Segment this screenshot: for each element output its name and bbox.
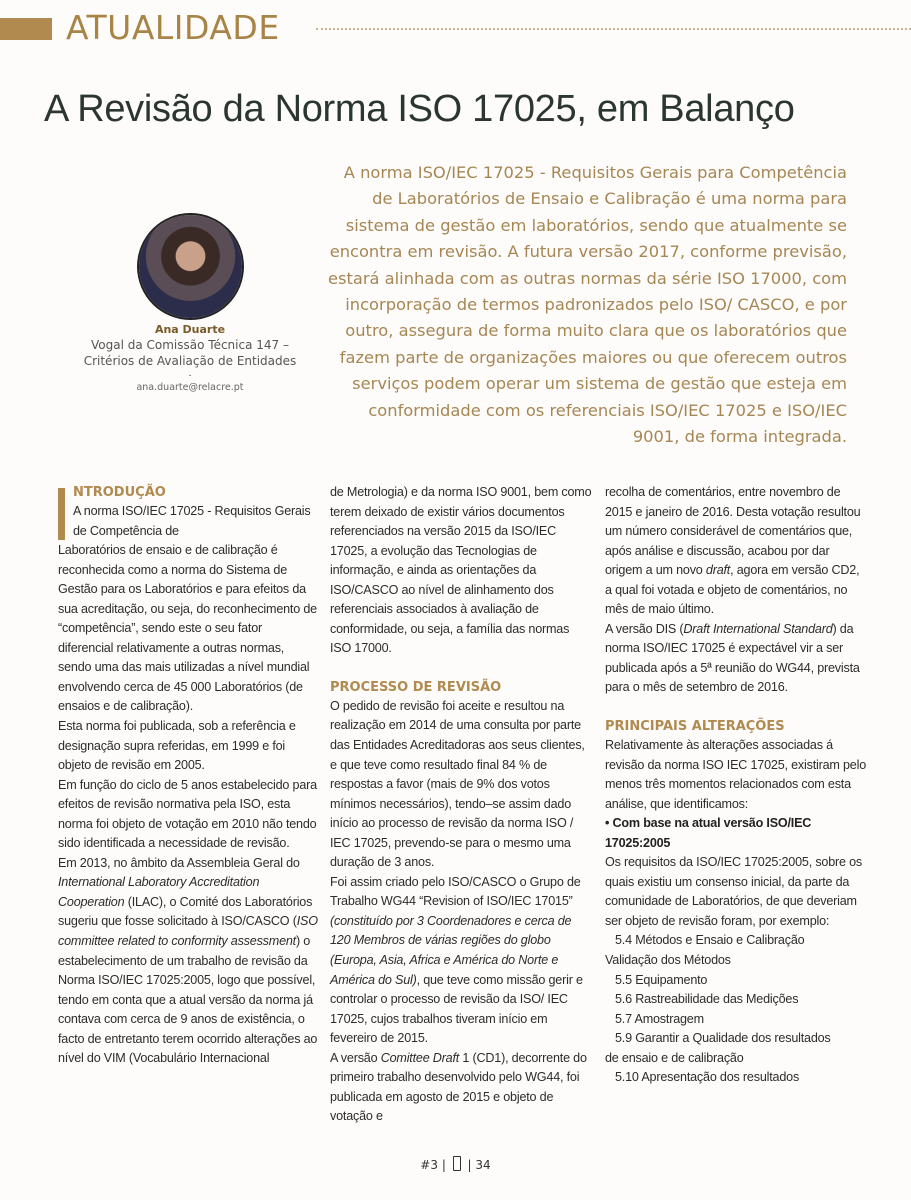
text: A versão DIS ( — [605, 621, 684, 636]
author-separator: - — [188, 370, 192, 380]
text: recolha de comentários, entre novembro de 2015 e janeiro de 2016. Desta votação resultou um número considerável de comentários que, após análise e discussão, acabou por dar origem a um novo — [605, 485, 861, 578]
text: ) da norma ISO/IEC 17025 é expectável vir a ser publicada após a 5ª reunião do WG44, prevista para o mês de setembro de 2016. — [605, 621, 860, 695]
list-item: 5.7 Amostragem — [615, 1011, 704, 1026]
list-item: 5.6 Rastreabilidade das Medições — [615, 992, 799, 1007]
author-block — [60, 323, 320, 395]
dotted-rule — [316, 28, 911, 30]
author-name: Ana Duarte — [154, 323, 226, 336]
section-header — [0, 8, 911, 47]
page-number: 34 — [475, 1158, 491, 1172]
author-role-line1: Vogal da Comissão Técnica 147 – — [91, 338, 289, 352]
issue-number: #3 — [420, 1158, 438, 1172]
col2-paragraph-1: de Metrologia) e da norma ISO 9001, bem como terem deixado de existir vários documentos referenciados na versão 2015 da ISO/IEC 17025, a evolução das Tecnologias de informação, e ainda as orientações da ISO/CASCO ao nível de alinhamento dos referenciais associados à avaliação de conformidade, ou seja, a família das normas ISO 17000. — [330, 485, 592, 656]
italic-text: draft — [705, 563, 731, 578]
intro-paragraph-3: Em função do ciclo de 5 anos estabelecido para efeitos de revisão normativa pela ISO, esta norma foi objeto de votação em 2010 não tendo sido identificada a necessidade de revisão. — [58, 777, 317, 851]
intro-paragraph-2: Esta norma foi publicada, sob a referência e designação supra referidas, em 1999 e foi objeto de revisão em 2005. — [58, 719, 296, 773]
col3-paragraph-2 — [605, 620, 867, 698]
text: A versão — [330, 1050, 381, 1065]
text: 1 (CD1), decorrente do primeiro trabalho desenvolvido pelo WG44, foi publicada em agosto de 2015 e objeto de votação e — [330, 1050, 587, 1124]
list-item: 5.10 Apresentação dos resultados — [615, 1070, 800, 1085]
magazine-logo-icon — [453, 1156, 461, 1171]
author-photo — [139, 215, 242, 318]
heading-processo-revisao: PROCESSO DE REVISÃO — [330, 679, 502, 695]
list-item-continuation: Validação dos Métodos — [605, 953, 731, 968]
process-paragraph-2 — [330, 873, 592, 1049]
intro-paragraph-1: Laboratórios de ensaio e de calibração é reconhecida como a norma do Sistema de Gestão para os Laboratórios e para efeitos da sua acreditação, ou seja, do reconhecimento de “competência”, sendo este o seu fator diferencial relativamente a outras normas, sendo uma das mais utilizadas a nível mundial envolvendo cerca de 45 000 Laboratórios (de ensaios e de calibração). — [58, 543, 317, 714]
page-footer — [0, 1156, 911, 1172]
section-color-block — [0, 18, 52, 40]
text: , que teve como missão gerir e controlar o processo de revisão da ISO/ IEC 17025, cujos trabalhos tiveram início em fevereiro de 2015. — [330, 972, 583, 1046]
italic-text: (constituído por 3 Coordenadores e cerca de 120 Membros de várias regiões do globo (Europa, Asia, Africa e América do Norte e América do Sul) — [330, 913, 572, 987]
divider: | — [467, 1158, 472, 1172]
heading-introducao: NTRODUÇÃO — [73, 485, 166, 500]
author-role-line2: Critérios de Avaliação de Entidades — [83, 354, 297, 368]
italic-text: Draft International Standard — [683, 621, 833, 636]
intro-paragraph-4 — [58, 854, 320, 1069]
italic-text: Comittee Draft — [380, 1050, 460, 1065]
changes-paragraph-1: Relativamente às alterações associadas á revisão da norma ISO IEC 17025, existiram pelo menos três momentos relacionados com esta análise, que identificamos: — [605, 738, 866, 811]
list-item: 5.4 Métodos e Ensaio e Calibração — [615, 933, 805, 948]
column-2 — [330, 483, 592, 1127]
article-title: A Revisão da Norma ISO 17025, em Balanço — [44, 88, 795, 130]
list-item-continuation: de ensaio e de calibração — [605, 1050, 744, 1065]
changes-paragraph-2: Os requisitos da ISO/IEC 17025:2005, sobre os quais existiu um consenso inicial, da parte da comunidade de Laboratórios, de que deveriam ser objeto de revisão foram, por exemplo: — [605, 855, 863, 928]
italic-text: International Laboratory Accreditation Cooperation — [58, 875, 260, 909]
heading-principais-alteracoes: PRINCIPAIS ALTERAÇÕES — [605, 719, 785, 735]
changes-bullet-heading: • Com base na atual versão ISO/IEC 17025:2005 — [605, 816, 812, 850]
list-item: 5.5 Equipamento — [615, 972, 708, 987]
column-3 — [605, 483, 867, 1088]
divider: | — [441, 1158, 446, 1172]
text: ) o estabelecimento de um trabalho de revisão da Norma ISO/IEC 17025:2005, logo que possível, tendo em conta que a atual versão da norma já contava com cerca de 9 anos de existência, o facto de entretanto terem ocorrido alterações ao nível do VIM (Vocabulário Internacional — [58, 934, 318, 1066]
col3-paragraph-1 — [605, 483, 867, 620]
text: (ILAC), o Comité dos Laboratórios sugeriu que fosse solicitado à ISO/CASCO ( — [58, 894, 313, 929]
italic-text: ISO committee related to conformity assessment — [58, 914, 318, 949]
section-label: ATUALIDADE — [66, 8, 280, 47]
list-item: 5.9 Garantir a Qualidade dos resultados — [615, 1031, 831, 1046]
process-paragraph-1: O pedido de revisão foi aceite e resultou na realização em 2014 de uma consulta por parte das Entidades Acreditadoras aos seus clientes, e que teve como resultado final 84 % de respostas a favor (mais de 9% dos votos mínimos necessários), tendo–se assim dado início ao processo de revisão da norma ISO / IEC 17025, prevendo-se para o mesmo uma duração de 3 anos. — [330, 698, 585, 870]
text: Foi assim criado pelo ISO/CASCO o Grupo de Trabalho WG44 “Revision of ISO/IEC 17015” — [330, 874, 581, 909]
author-email-link[interactable]: ana.duarte@relacre.pt — [136, 382, 244, 393]
text: Em 2013, no âmbito da Assembleia Geral do — [58, 855, 300, 870]
intro-paragraph-start: A norma ISO/IEC 17025 - Requisitos Gerais de Competência de — [73, 504, 311, 538]
article-lead: A norma ISO/IEC 17025 - Requisitos Gerais para Competência de Laboratórios de Ensaio e Calibração é uma norma para sistema de gestão em laboratórios, sendo que atualmente se encontra em revisão. A futura versão 2017, conforme previsão, estará alinhada com as outras normas da série ISO 17000, com incorporação de termos padronizados pelo ISO/ CASCO, e por outro, assegura de forma muito clara que os laboratórios que fazem parte de organizações maiores ou que oferecem outros serviços podem operar um sistema de gestão que esteja em conformidade com os referenciais ISO/IEC 17025 e ISO/IEC 9001, de forma integrada. — [327, 163, 847, 447]
requirements-list — [605, 931, 867, 1087]
text: , agora em versão CD2, a qual foi votada e objeto de comentários, no mês de maio último. — [605, 563, 860, 617]
process-paragraph-3 — [330, 1049, 592, 1127]
column-1 — [58, 483, 320, 1069]
